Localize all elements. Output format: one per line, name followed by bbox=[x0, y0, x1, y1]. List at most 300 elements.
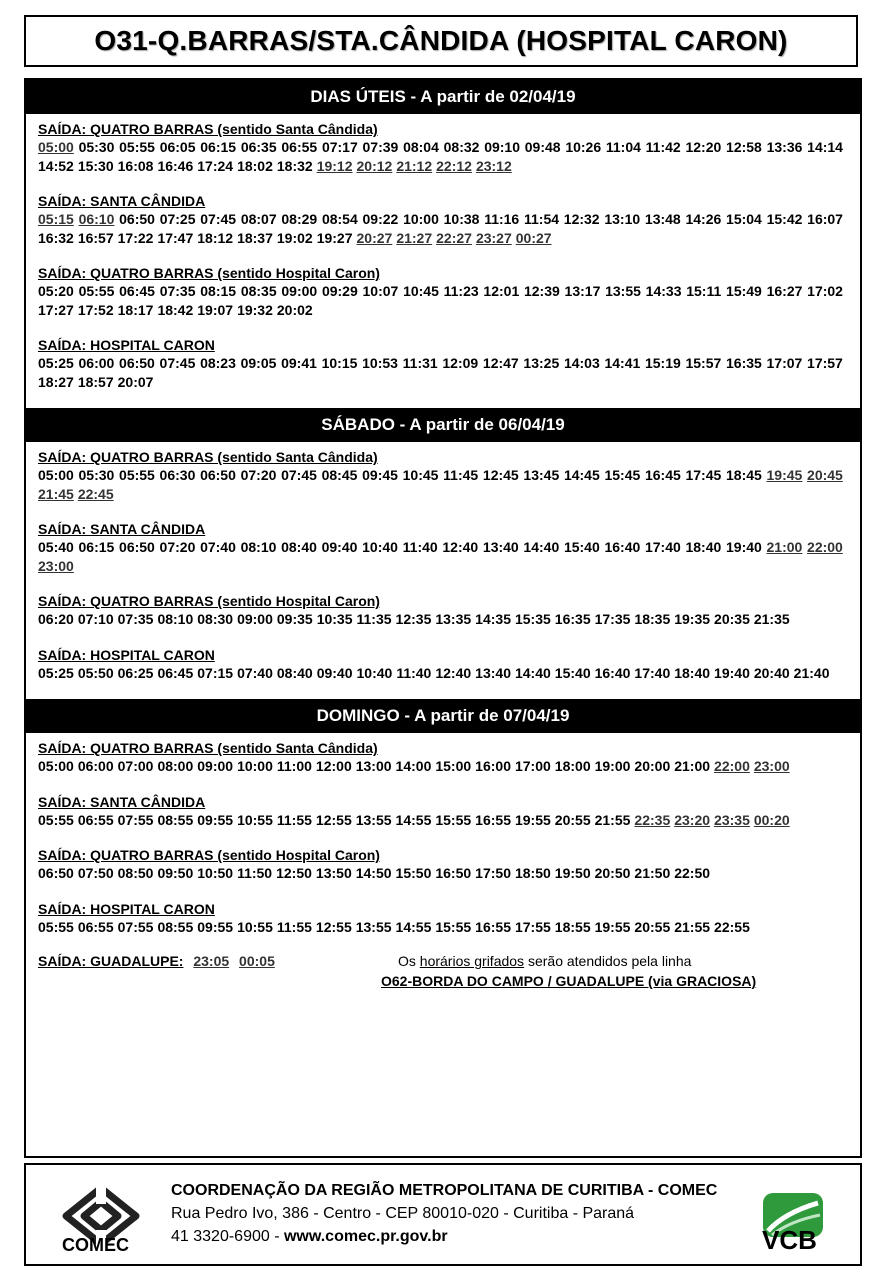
time: 11:31 bbox=[402, 355, 438, 371]
time-highlighted: 23:12 bbox=[475, 157, 512, 174]
time: 07:20 bbox=[159, 539, 196, 555]
time: 15:55 bbox=[435, 811, 472, 828]
time: 14:40 bbox=[514, 664, 551, 681]
time: 12:50 bbox=[276, 865, 312, 881]
time: 06:55 bbox=[77, 918, 114, 935]
time: 19:27 bbox=[316, 229, 353, 246]
time: 14:03 bbox=[563, 355, 600, 371]
departure-block bbox=[38, 592, 847, 629]
time: 06:25 bbox=[117, 664, 154, 681]
time: 05:30 bbox=[78, 139, 115, 155]
time: 16:27 bbox=[766, 283, 803, 299]
time: 12:45 bbox=[482, 467, 519, 483]
time: 09:05 bbox=[240, 355, 277, 371]
departure-times bbox=[38, 282, 847, 319]
time: 05:55 bbox=[38, 811, 74, 828]
time: 18:37 bbox=[237, 229, 273, 246]
time: 06:00 bbox=[78, 355, 115, 371]
time: 18:12 bbox=[197, 229, 234, 246]
time: 14:14 bbox=[807, 139, 843, 155]
time: 15:30 bbox=[77, 157, 114, 174]
time: 18:50 bbox=[514, 865, 551, 881]
vcb-logo-text: VCB bbox=[762, 1225, 817, 1255]
time-highlighted: 23:00 bbox=[753, 758, 790, 774]
time: 11:35 bbox=[356, 611, 392, 627]
time: 10:55 bbox=[237, 811, 273, 828]
time: 06:55 bbox=[77, 811, 114, 828]
departure-times bbox=[38, 918, 847, 937]
time: 06:50 bbox=[119, 539, 155, 555]
time: 14:35 bbox=[475, 611, 511, 627]
time: 14:55 bbox=[395, 811, 432, 828]
time: 17:40 bbox=[644, 539, 681, 555]
schedule-panel bbox=[24, 78, 862, 1158]
time: 14:55 bbox=[395, 918, 432, 935]
time: 12:39 bbox=[523, 283, 560, 299]
time: 18:55 bbox=[554, 918, 591, 935]
time: 07:35 bbox=[159, 283, 196, 299]
note-line-name: O62-BORDA DO CAMPO / GUADALUPE (via GRACIOSA) bbox=[381, 973, 757, 989]
time: 14:00 bbox=[395, 758, 432, 774]
time: 11:04 bbox=[605, 139, 641, 155]
time: 11:50 bbox=[237, 865, 273, 881]
time: 14:50 bbox=[355, 865, 392, 881]
departure-title: SAÍDA: SANTA CÂNDIDA bbox=[38, 793, 206, 810]
time: 07:45 bbox=[200, 211, 237, 227]
time: 18:42 bbox=[157, 301, 194, 318]
time: 09:55 bbox=[197, 918, 234, 935]
time: 17:52 bbox=[77, 301, 114, 318]
time: 14:33 bbox=[645, 283, 682, 299]
time: 06:30 bbox=[159, 467, 196, 483]
guadalupe-time: 23:05 bbox=[193, 953, 230, 969]
time: 18:27 bbox=[38, 373, 74, 390]
time: 20:40 bbox=[753, 664, 790, 681]
time: 12:20 bbox=[685, 139, 722, 155]
time: 07:20 bbox=[240, 467, 277, 483]
time-highlighted: 22:35 bbox=[634, 811, 671, 828]
time: 13:00 bbox=[355, 758, 392, 774]
time: 07:40 bbox=[237, 664, 273, 681]
time-highlighted: 00:20 bbox=[753, 811, 790, 828]
time: 13:40 bbox=[475, 664, 511, 681]
time: 12:09 bbox=[442, 355, 479, 371]
time: 11:55 bbox=[276, 918, 312, 935]
time: 08:40 bbox=[281, 539, 317, 555]
time: 06:15 bbox=[200, 139, 237, 155]
time-highlighted: 20:45 bbox=[807, 467, 843, 483]
time: 13:50 bbox=[315, 865, 352, 881]
time: 05:55 bbox=[78, 283, 115, 299]
note-prefix: Os bbox=[398, 953, 416, 969]
section-heading: SÁBADO - A partir de 06/04/19 bbox=[26, 408, 860, 442]
time: 17:27 bbox=[38, 301, 74, 318]
schedule-section bbox=[26, 448, 860, 682]
time: 17:02 bbox=[807, 283, 843, 299]
departure-title: SAÍDA: QUATRO BARRAS (sentido Santa Cândida) bbox=[38, 449, 378, 465]
time: 16:00 bbox=[475, 758, 511, 774]
time: 06:00 bbox=[77, 758, 114, 774]
time: 10:07 bbox=[362, 283, 399, 299]
time: 10:40 bbox=[362, 539, 398, 555]
departure-times bbox=[38, 354, 847, 391]
time: 13:55 bbox=[355, 811, 392, 828]
time-highlighted: 22:27 bbox=[436, 229, 472, 246]
time: 06:50 bbox=[119, 355, 155, 371]
time-highlighted: 21:45 bbox=[38, 485, 74, 502]
departure-title: SAÍDA: HOSPITAL CARON bbox=[38, 900, 215, 917]
time: 15:35 bbox=[514, 611, 551, 627]
organization-address: Rua Pedro Ivo, 386 - Centro - CEP 80010-020 - Curitiba - Paraná bbox=[171, 1205, 635, 1222]
time: 07:39 bbox=[362, 139, 399, 155]
note-text bbox=[398, 953, 691, 969]
time-highlighted: 23:35 bbox=[714, 811, 750, 828]
time-highlighted: 21:27 bbox=[396, 229, 433, 246]
time: 19:35 bbox=[674, 611, 711, 627]
time: 16:40 bbox=[604, 539, 641, 555]
departure-block bbox=[38, 192, 847, 247]
departure-block bbox=[38, 448, 847, 503]
time: 10:45 bbox=[403, 283, 439, 299]
time: 05:55 bbox=[38, 918, 74, 935]
departure-block bbox=[38, 900, 847, 937]
time: 10:45 bbox=[402, 467, 439, 483]
departure-title: SAÍDA: HOSPITAL CARON bbox=[38, 337, 215, 353]
departure-title: SAÍDA: QUATRO BARRAS (sentido Santa Cândida) bbox=[38, 121, 378, 137]
time: 20:02 bbox=[276, 301, 313, 318]
contact-line bbox=[171, 1225, 717, 1248]
departure-times bbox=[38, 210, 847, 247]
time: 05:55 bbox=[119, 467, 155, 483]
time-highlighted: 21:00 bbox=[766, 539, 803, 555]
time: 16:08 bbox=[117, 157, 154, 174]
time: 10:00 bbox=[237, 758, 273, 774]
time: 15:19 bbox=[644, 355, 681, 371]
phone: 41 3320-6900 - bbox=[171, 1228, 280, 1245]
time: 09:48 bbox=[524, 139, 561, 155]
time: 12:32 bbox=[563, 211, 600, 227]
time: 18:57 bbox=[77, 373, 114, 390]
time: 19:40 bbox=[726, 539, 762, 555]
time: 07:35 bbox=[117, 611, 154, 627]
time: 20:50 bbox=[594, 865, 631, 881]
time: 08:04 bbox=[403, 139, 439, 155]
time: 05:55 bbox=[119, 139, 155, 155]
departure-times bbox=[38, 664, 847, 683]
departure-title: SAÍDA: SANTA CÂNDIDA bbox=[38, 521, 206, 537]
website-link[interactable]: www.comec.pr.gov.br bbox=[283, 1228, 448, 1245]
time: 21:55 bbox=[674, 918, 711, 935]
time: 08:54 bbox=[321, 211, 358, 227]
time: 08:30 bbox=[197, 611, 234, 627]
time: 13:17 bbox=[564, 283, 601, 299]
time: 21:40 bbox=[793, 664, 830, 681]
time: 12:58 bbox=[726, 139, 762, 155]
departure-block bbox=[38, 846, 847, 883]
time: 07:15 bbox=[197, 664, 234, 681]
time: 19:02 bbox=[276, 229, 313, 246]
departure-times bbox=[38, 538, 847, 575]
time: 11:16 bbox=[484, 211, 520, 227]
time: 11:40 bbox=[402, 539, 438, 555]
departure-block bbox=[38, 739, 847, 776]
time: 17:47 bbox=[157, 229, 194, 246]
time: 14:40 bbox=[523, 539, 560, 555]
departure-block bbox=[38, 646, 847, 683]
time: 17:57 bbox=[807, 355, 843, 371]
time: 07:10 bbox=[77, 611, 114, 627]
time: 13:48 bbox=[644, 211, 681, 227]
time: 17:22 bbox=[117, 229, 154, 246]
time-highlighted: 22:00 bbox=[714, 758, 750, 774]
time: 13:55 bbox=[605, 283, 641, 299]
time: 19:32 bbox=[237, 301, 273, 318]
time: 08:40 bbox=[276, 664, 313, 681]
time-highlighted: 23:00 bbox=[38, 557, 74, 574]
time: 05:30 bbox=[78, 467, 115, 483]
footer bbox=[24, 1163, 862, 1266]
departure-times bbox=[38, 466, 847, 503]
time: 13:35 bbox=[435, 611, 472, 627]
time: 16:46 bbox=[157, 157, 194, 174]
time: 11:42 bbox=[645, 139, 681, 155]
time: 13:45 bbox=[523, 467, 560, 483]
time: 16:55 bbox=[475, 811, 511, 828]
time: 15:45 bbox=[604, 467, 641, 483]
time-highlighted: 06:10 bbox=[78, 211, 115, 227]
time-highlighted: 22:12 bbox=[436, 157, 472, 174]
departure-block bbox=[38, 793, 847, 830]
time: 12:35 bbox=[395, 611, 432, 627]
time: 12:55 bbox=[315, 918, 352, 935]
time: 13:40 bbox=[482, 539, 519, 555]
departure-times bbox=[38, 757, 847, 776]
departure-title: SAÍDA: QUATRO BARRAS (sentido Hospital Caron) bbox=[38, 847, 380, 863]
organization-name: COORDENAÇÃO DA REGIÃO METROPOLITANA DE CURITIBA - COMEC bbox=[171, 1182, 718, 1199]
time: 10:50 bbox=[197, 865, 234, 881]
time: 07:55 bbox=[117, 811, 154, 828]
time-highlighted: 00:27 bbox=[515, 229, 552, 246]
time: 08:10 bbox=[157, 611, 194, 627]
time: 09:55 bbox=[197, 811, 234, 828]
time: 09:40 bbox=[321, 539, 358, 555]
time: 09:45 bbox=[362, 467, 398, 483]
time: 05:00 bbox=[38, 758, 74, 774]
time: 07:45 bbox=[159, 355, 196, 371]
guadalupe-time: 00:05 bbox=[239, 953, 275, 969]
time: 15:50 bbox=[395, 865, 432, 881]
time-highlighted: 20:12 bbox=[356, 157, 393, 174]
time: 16:35 bbox=[554, 611, 591, 627]
time: 09:00 bbox=[237, 611, 273, 627]
time: 07:25 bbox=[159, 211, 196, 227]
time-highlighted: 05:15 bbox=[38, 211, 74, 227]
time: 15:55 bbox=[435, 918, 472, 935]
time: 11:23 bbox=[443, 283, 479, 299]
time: 21:00 bbox=[674, 758, 711, 774]
time: 09:35 bbox=[276, 611, 313, 627]
guadalupe-label: SAÍDA: GUADALUPE: bbox=[38, 953, 184, 969]
time: 17:45 bbox=[685, 467, 722, 483]
comec-logo-text: COMEC bbox=[62, 1235, 129, 1255]
departure-title: SAÍDA: SANTA CÂNDIDA bbox=[38, 193, 206, 209]
time: 10:40 bbox=[356, 664, 393, 681]
time: 15:40 bbox=[563, 539, 600, 555]
time: 10:35 bbox=[316, 611, 353, 627]
time: 17:35 bbox=[594, 611, 631, 627]
note-suffix: serão atendidos pela linha bbox=[527, 953, 692, 969]
time: 08:07 bbox=[240, 211, 277, 227]
time: 08:29 bbox=[281, 211, 318, 227]
time: 20:07 bbox=[117, 373, 154, 390]
time: 21:55 bbox=[594, 811, 631, 828]
time: 05:00 bbox=[38, 467, 74, 483]
time: 08:55 bbox=[157, 918, 194, 935]
time: 08:45 bbox=[321, 467, 358, 483]
schedule-section bbox=[26, 120, 860, 391]
time: 06:50 bbox=[38, 865, 74, 881]
time: 09:50 bbox=[157, 865, 194, 881]
time: 10:26 bbox=[565, 139, 602, 155]
time: 08:32 bbox=[443, 139, 480, 155]
time-highlighted: 22:00 bbox=[807, 539, 843, 555]
time: 11:54 bbox=[523, 211, 560, 227]
time: 19:07 bbox=[197, 301, 234, 318]
time: 17:24 bbox=[197, 157, 234, 174]
time: 08:50 bbox=[117, 865, 154, 881]
time-highlighted: 19:12 bbox=[316, 157, 353, 174]
time: 20:55 bbox=[634, 918, 671, 935]
time: 07:55 bbox=[117, 918, 154, 935]
time: 17:55 bbox=[514, 918, 551, 935]
time: 16:55 bbox=[475, 918, 511, 935]
time: 06:20 bbox=[38, 611, 74, 627]
time: 12:47 bbox=[482, 355, 519, 371]
time: 08:00 bbox=[157, 758, 194, 774]
time: 14:52 bbox=[38, 157, 74, 174]
guadalupe-departures bbox=[38, 953, 275, 969]
time: 17:00 bbox=[514, 758, 551, 774]
notes-area bbox=[26, 953, 860, 1003]
time: 14:45 bbox=[563, 467, 600, 483]
time: 07:17 bbox=[321, 139, 358, 155]
time: 12:55 bbox=[315, 811, 352, 828]
departure-times bbox=[38, 138, 847, 175]
note-highlight: horários grifados bbox=[419, 953, 525, 969]
time: 08:35 bbox=[240, 283, 277, 299]
time: 06:45 bbox=[119, 283, 155, 299]
time: 13:55 bbox=[355, 918, 392, 935]
departure-title: SAÍDA: QUATRO BARRAS (sentido Hospital Caron) bbox=[38, 265, 380, 281]
time: 20:55 bbox=[554, 811, 591, 828]
time: 12:01 bbox=[483, 283, 520, 299]
departure-block bbox=[38, 120, 847, 175]
time: 05:25 bbox=[38, 355, 74, 371]
time-highlighted: 22:45 bbox=[77, 485, 114, 502]
time: 19:40 bbox=[714, 664, 750, 681]
departure-title: SAÍDA: QUATRO BARRAS (sentido Hospital Caron) bbox=[38, 593, 380, 609]
time: 11:40 bbox=[396, 664, 432, 681]
departure-block bbox=[38, 264, 847, 319]
time-highlighted: 20:27 bbox=[356, 229, 393, 246]
time: 16:45 bbox=[644, 467, 681, 483]
schedule-section bbox=[26, 739, 860, 936]
time: 09:29 bbox=[321, 283, 358, 299]
time: 18:17 bbox=[117, 301, 154, 318]
time: 15:04 bbox=[726, 211, 762, 227]
time: 15:40 bbox=[554, 664, 591, 681]
departure-times bbox=[38, 610, 847, 629]
time: 07:50 bbox=[77, 865, 114, 881]
time: 13:25 bbox=[523, 355, 560, 371]
time: 11:55 bbox=[276, 811, 312, 828]
time-highlighted: 23:20 bbox=[674, 811, 711, 828]
time: 10:15 bbox=[321, 355, 358, 371]
time: 16:57 bbox=[77, 229, 114, 246]
time: 08:10 bbox=[240, 539, 277, 555]
time: 06:50 bbox=[200, 467, 236, 483]
time: 13:10 bbox=[604, 211, 641, 227]
time: 21:50 bbox=[634, 865, 671, 881]
time: 10:55 bbox=[237, 918, 273, 935]
time-highlighted: 05:00 bbox=[38, 139, 74, 155]
time: 12:00 bbox=[315, 758, 352, 774]
time: 06:05 bbox=[159, 139, 196, 155]
schedule-sections bbox=[26, 80, 860, 936]
departure-times bbox=[38, 864, 847, 883]
time: 05:20 bbox=[38, 283, 74, 299]
time: 10:00 bbox=[403, 211, 439, 227]
time: 17:50 bbox=[475, 865, 511, 881]
time: 15:57 bbox=[685, 355, 722, 371]
time: 19:50 bbox=[554, 865, 591, 881]
time: 08:23 bbox=[200, 355, 236, 371]
time: 09:10 bbox=[484, 139, 520, 155]
time: 12:40 bbox=[435, 664, 472, 681]
time: 14:41 bbox=[604, 355, 641, 371]
time-highlighted: 21:12 bbox=[396, 157, 433, 174]
time: 18:45 bbox=[726, 467, 762, 483]
time: 14:26 bbox=[685, 211, 722, 227]
time: 06:55 bbox=[281, 139, 318, 155]
time: 17:40 bbox=[634, 664, 671, 681]
time: 11:00 bbox=[276, 758, 312, 774]
time: 15:49 bbox=[726, 283, 762, 299]
time: 15:11 bbox=[686, 283, 722, 299]
time: 18:00 bbox=[554, 758, 591, 774]
footer-info bbox=[171, 1179, 717, 1248]
time: 07:45 bbox=[281, 467, 317, 483]
time: 18:40 bbox=[674, 664, 711, 681]
time: 19:00 bbox=[594, 758, 631, 774]
time: 12:40 bbox=[442, 539, 479, 555]
departure-title: SAÍDA: QUATRO BARRAS (sentido Santa Cândida) bbox=[38, 740, 378, 756]
time: 13:36 bbox=[766, 139, 803, 155]
time: 09:00 bbox=[281, 283, 318, 299]
time: 16:32 bbox=[38, 229, 74, 246]
departure-title: SAÍDA: HOSPITAL CARON bbox=[38, 646, 215, 663]
time: 15:42 bbox=[766, 211, 803, 227]
time: 19:55 bbox=[594, 918, 631, 935]
time: 10:53 bbox=[362, 355, 398, 371]
section-heading: DIAS ÚTEIS - A partir de 02/04/19 bbox=[26, 80, 860, 114]
time: 11:45 bbox=[443, 467, 479, 483]
time: 19:55 bbox=[514, 811, 551, 828]
time: 16:50 bbox=[435, 865, 472, 881]
time: 20:35 bbox=[714, 611, 750, 627]
departure-times bbox=[38, 811, 847, 830]
time: 15:00 bbox=[435, 758, 472, 774]
